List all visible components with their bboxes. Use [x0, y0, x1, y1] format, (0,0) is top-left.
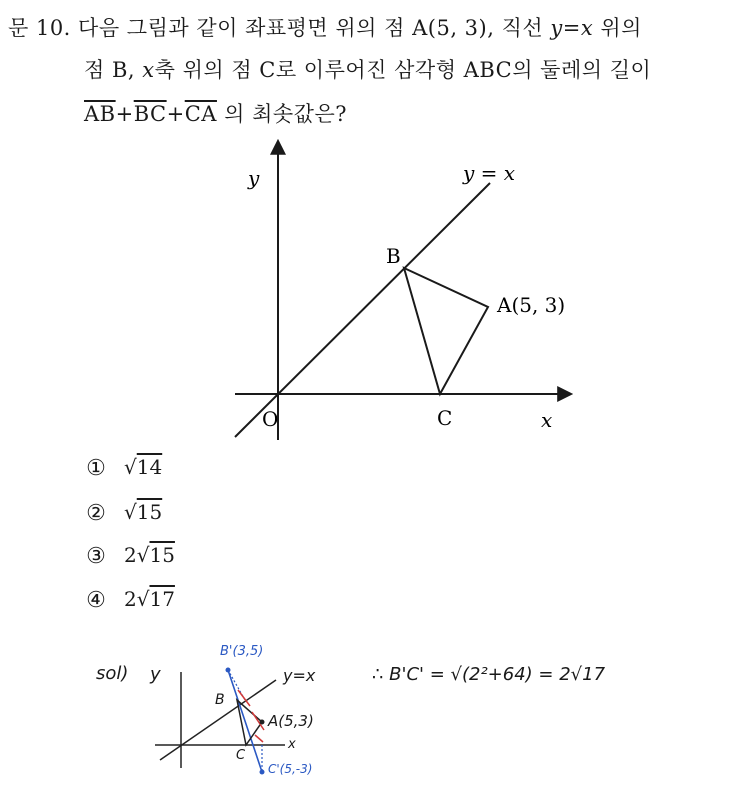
problem-number: 문 10. — [8, 16, 71, 40]
segment-ca: $\overline{CA}$ — [184, 102, 217, 126]
sol-y-label: y — [150, 664, 161, 685]
choice-radicand: 15 — [149, 543, 175, 567]
choice-radicand: 17 — [149, 587, 175, 611]
choice-mark: ③ — [86, 543, 106, 569]
line-y-equals-x — [235, 183, 490, 437]
choice-2[interactable]: ② √15 — [84, 500, 162, 526]
choice-4[interactable]: ④ 2√17 — [84, 587, 175, 613]
choice-3[interactable]: ③ 2√15 — [84, 543, 175, 569]
sol-b-label: B — [215, 692, 225, 708]
equals: = — [562, 16, 581, 40]
x-axis-label: x — [541, 408, 553, 432]
plus: + — [115, 102, 134, 126]
segment-ab: $\overline{AB}$ — [84, 102, 116, 126]
sol-point-a — [260, 720, 265, 725]
choice-radicand: 14 — [136, 455, 163, 479]
choice-1[interactable]: ① √14 — [84, 455, 162, 481]
triangle-abc — [404, 268, 488, 394]
sol-x-label: x — [288, 737, 296, 752]
choice-mark: ① — [86, 455, 106, 481]
var-x: x — [142, 58, 155, 82]
sol-b-prime-label: B'(3,5) — [220, 644, 264, 659]
sol-c-prime-label: C'(5,-3) — [268, 762, 313, 776]
sol-point-c-prime — [260, 770, 265, 775]
sol-a-label: A(5,3) — [268, 712, 314, 730]
segment-bc: $\overline{BC}$ — [133, 102, 167, 126]
var-y: y — [550, 16, 563, 40]
problem-text: 다음 그림과 같이 좌표평면 위의 점 A(5, 3), 직선 — [78, 16, 544, 40]
point-b-label: B — [386, 244, 401, 268]
y-axis-label: y — [248, 166, 260, 190]
sol-label: sol) — [96, 663, 129, 684]
point-c-label: C — [437, 406, 453, 430]
sol-c-label: C — [236, 748, 246, 763]
problem-text: 점 B, — [84, 58, 136, 82]
choice-mark: ② — [86, 500, 106, 526]
problem-text: 축 위의 점 C로 이루어진 삼각형 ABC의 둘레의 길이 — [154, 58, 652, 82]
origin-label: O — [262, 407, 279, 431]
sol-point-b-prime — [226, 668, 231, 673]
sol-line-label: y=x — [283, 666, 316, 685]
problem-text: 의 최솟값은? — [224, 102, 348, 126]
plus: + — [166, 102, 185, 126]
line-label: y = x — [463, 161, 516, 185]
choice-radicand: 15 — [136, 500, 163, 524]
sol-result: ∴ B'C' = √(2²+64) = 2√17 — [372, 664, 606, 685]
point-a-label: A(5, 3) — [497, 293, 566, 317]
choice-mark-selected: ④ — [86, 587, 106, 613]
var-x: x — [580, 16, 594, 40]
problem-text: 위의 — [600, 16, 642, 40]
